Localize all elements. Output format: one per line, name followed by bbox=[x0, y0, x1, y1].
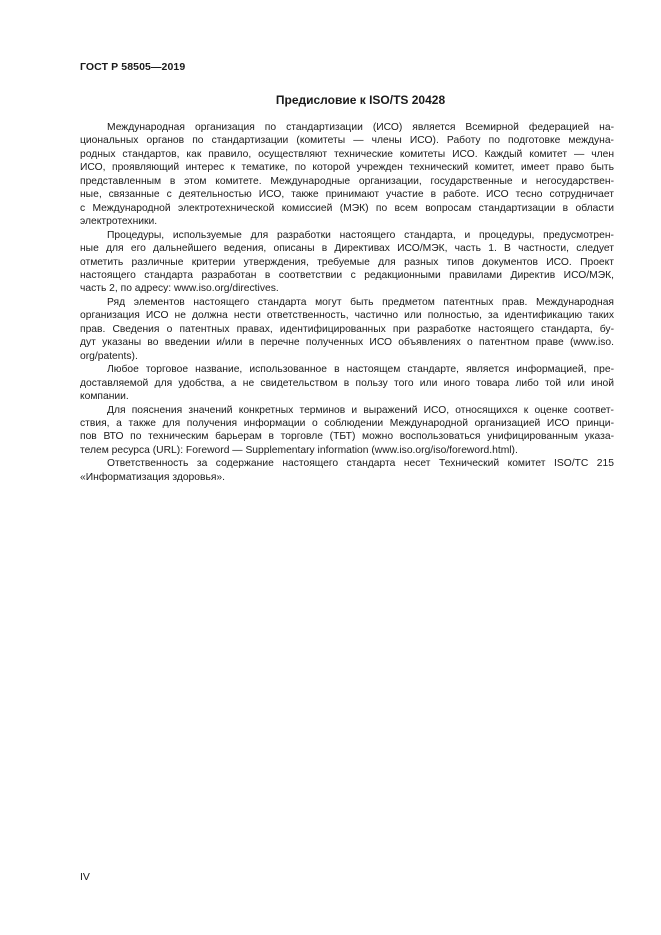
text-line: Ответственность за содержание настоящего стандарта несет Технический комитет ISO/TC 215 bbox=[107, 458, 614, 470]
paragraph bbox=[80, 457, 614, 484]
text-line: организация ИСО не должна нести ответственность, частично или полностью, за идентификацию таких bbox=[80, 310, 614, 322]
page-title: Предисловие к ISO/TS 20428 bbox=[275, 93, 446, 107]
text-line: циональных органов по стандартизации (комитеты — члены ИСО). Работу по подготовке междуна- bbox=[80, 135, 614, 147]
text-line: прав. Сведения о патентных правах, идентифицированных при разработке настоящего стандарта, бу- bbox=[80, 323, 614, 335]
text-line: Ряд элементов настоящего стандарта могут быть предметом патентных прав. Международная bbox=[107, 296, 614, 308]
text-line: «Информатизация здоровья». bbox=[80, 471, 226, 483]
document-body bbox=[80, 121, 614, 484]
text-line: телем ресурса (URL): Foreword — Supplementary information (www.iso.org/iso/foreword.html). bbox=[80, 444, 518, 456]
paragraph bbox=[80, 404, 614, 458]
text-line: org/patents). bbox=[80, 350, 138, 362]
paragraph bbox=[80, 296, 614, 363]
text-line: отметить различные критерии утверждения, требуемые для разных типов документов ИСО. Проект bbox=[80, 256, 614, 268]
text-line: Международная организация по стандартизации (ИСО) является Всемирной федерацией на- bbox=[107, 122, 614, 133]
text-line: с Международной электротехнической комиссией (МЭК) по всем вопросам стандартизации в области bbox=[80, 202, 614, 214]
text-line: Любое торговое название, использованное в настоящем стандарте, является информацией, пре- bbox=[107, 364, 614, 376]
page-number: IV bbox=[80, 871, 90, 883]
text-line: ные для его дальнейшего ведения, описаны в Директивах ИСО/МЭК, часть 1. В частности, следует bbox=[80, 243, 614, 255]
document-id: ГОСТ Р 58505—2019 bbox=[80, 61, 186, 73]
text-line: ные, связанные с деятельностью ИСО, также принимают участие в работе. ИСО тесно сотрудничает bbox=[80, 189, 614, 201]
paragraph bbox=[80, 229, 614, 296]
text-line: электротехники. bbox=[80, 216, 158, 228]
text-line: представленным в этом комитете. Международные организации, государственные и негосударствен- bbox=[80, 175, 614, 187]
text-line: доставляемой для удобства, а не свидетельством в пользу того или иного товара либо той или иной bbox=[80, 377, 614, 389]
text-line: часть 2, по адресу: www.iso.org/directives. bbox=[80, 283, 279, 295]
text-line: ствия, а также для получения информации о соблюдении Международной организацией ИСО принци- bbox=[80, 417, 614, 429]
paragraph bbox=[80, 121, 614, 229]
text-line: ИСО, проявляющий интерес к тематике, по которой учрежден технический комитет, имеет право быть bbox=[80, 162, 614, 174]
text-line: пов ВТО по техническим барьерам в торговле (ТБТ) можно воспользоваться унифицированным указа- bbox=[80, 431, 614, 443]
text-line: Процедуры, используемые для разработки настоящего стандарта, и процедуры, предусмотрен- bbox=[107, 229, 614, 241]
text-line: компании. bbox=[80, 391, 129, 403]
text-line: настоящего стандарта разработан в соответствии с редакционными правилами Директив ИСО/МЭК, bbox=[80, 269, 614, 281]
text-line: Для пояснения значений конкретных терминов и выражений ИСО, относящихся к оценке соответ- bbox=[107, 404, 614, 416]
paragraph bbox=[80, 363, 614, 403]
text-line: родных стандартов, как правило, осуществляют технические комитеты ИСО. Каждый комитет — член bbox=[80, 148, 614, 160]
text-line: дут указаны во введении и/или в перечне полученных ИСО объявлениях о патентном праве (www.iso. bbox=[80, 337, 614, 349]
